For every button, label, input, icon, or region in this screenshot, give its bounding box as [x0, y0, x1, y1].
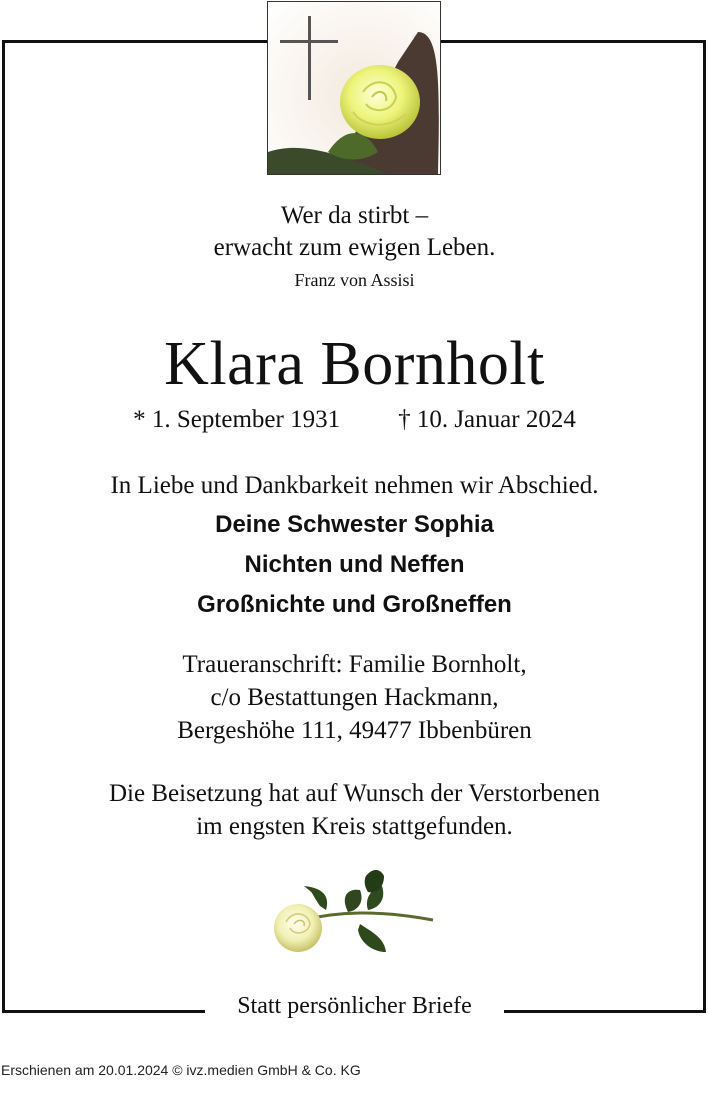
quote-author: Franz von Assisi [294, 270, 415, 290]
burial-line-2: im engsten Kreis stattgefunden. [196, 813, 513, 840]
cross-and-rose-image [267, 1, 441, 175]
burial-note [0, 777, 709, 843]
deceased-name: Klara Bornholt [164, 330, 545, 398]
epitaph-quote [0, 200, 709, 264]
quote-line-1: Wer da stirbt – [280, 202, 429, 229]
life-dates [0, 403, 709, 437]
address-line-3: Bergeshöhe 111, 49477 Ibbenbüren [177, 717, 532, 744]
footer-note: Statt persönlicher Briefe [237, 993, 472, 1019]
rose-icon [268, 866, 438, 958]
mourners-list [0, 505, 709, 625]
death-date: † 10. Januar 2024 [398, 406, 576, 433]
mourning-address [0, 648, 709, 747]
birth-date: * 1. September 1931 [133, 406, 341, 433]
burial-line-1: Die Beisetzung hat auf Wunsch der Verstorbenen [109, 780, 600, 807]
publication-credit: Erschienen am 20.01.2024 © ivz.medien GmbH & Co. KG [1, 1062, 361, 1078]
mourner-line: Großnichte und Großneffen [197, 591, 512, 618]
mourner-line: Nichten und Neffen [244, 551, 465, 578]
address-line-2: c/o Bestattungen Hackmann, [210, 684, 499, 711]
mourner-line: Deine Schwester Sophia [215, 511, 494, 538]
address-line-1: Traueranschrift: Familie Bornholt, [182, 651, 527, 678]
farewell-intro: In Liebe und Dankbarkeit nehmen wir Abschied. [110, 472, 599, 499]
quote-line-2: erwacht zum ewigen Leben. [213, 234, 496, 261]
